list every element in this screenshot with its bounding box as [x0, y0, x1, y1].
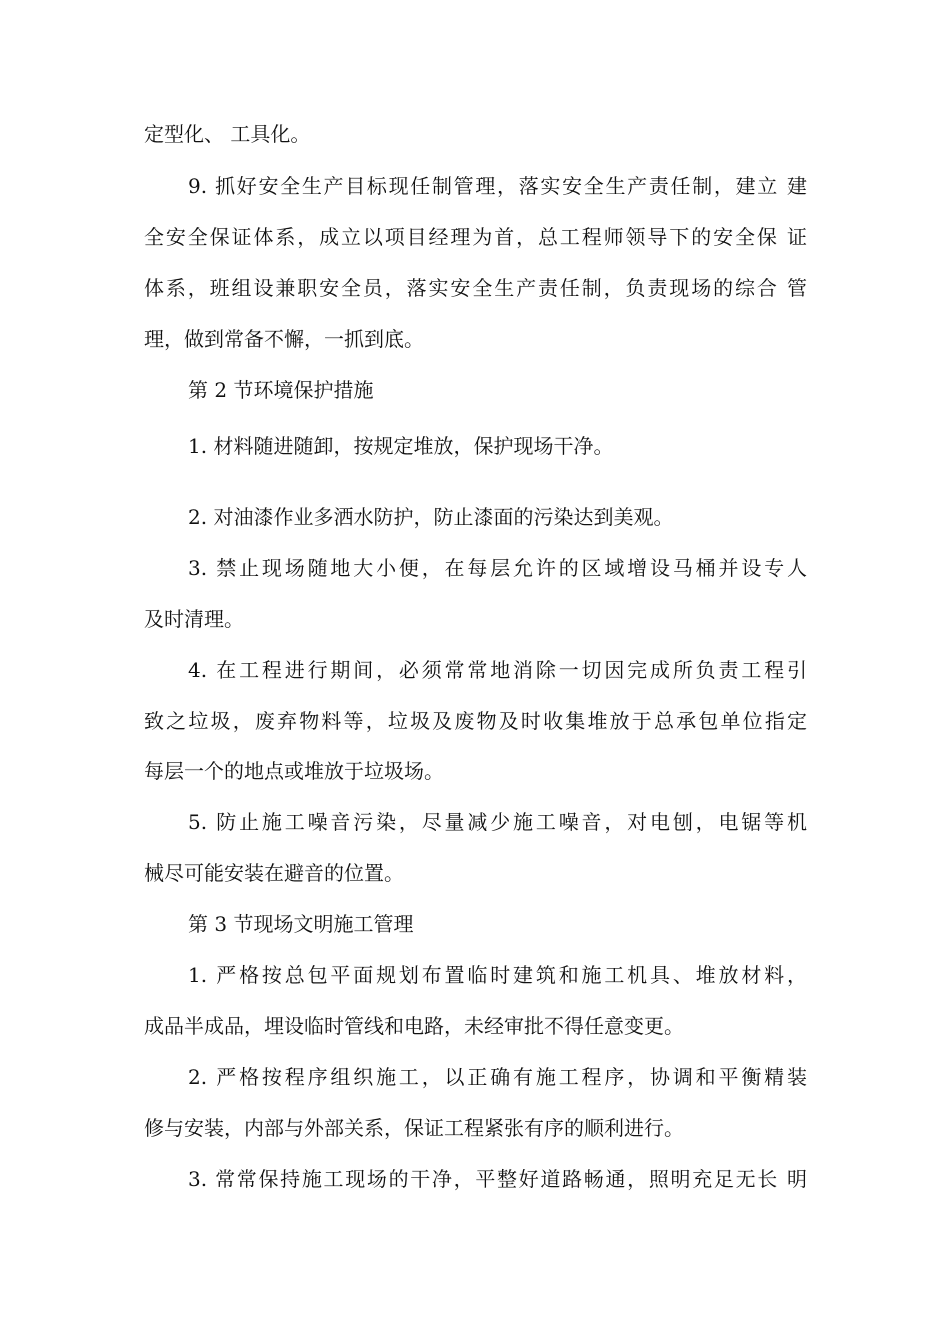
text-line: 定型化、 工具化。	[144, 122, 311, 146]
text-line: 理，做到常备不懈，一抓到底。	[144, 327, 424, 351]
list-item-9: 9. 抓好安全生产目标现任制管理，落实安全生产责任制，建立 建	[188, 174, 807, 198]
section-heading: 第 3 节现场文明施工管理	[188, 912, 414, 936]
text-line: 成品半成品，埋设临时管线和电路，未经审批不得任意变更。	[144, 1014, 684, 1038]
list-item-4: 4. 在工程进行期间，必须常常地消除一切因完成所负责工程引	[188, 658, 807, 682]
list-item-3: 3. 禁止现场随地大小便，在每层允许的区域增设马桶并设专人	[188, 556, 807, 580]
text-line: 每层一个的地点或堆放于垃圾场。	[144, 759, 444, 783]
text-line: 械尽可能安装在避音的位置。	[144, 861, 404, 885]
text-line: 致之垃圾，废弃物料等，垃圾及废物及时收集堆放于总承包单位指定	[144, 709, 807, 733]
list-item-5: 5. 防止施工噪音污染，尽量减少施工噪音，对电刨，电锯等机	[188, 810, 807, 834]
list-item-2: 2. 严格按程序组织施工，以正确有施工程序，协调和平衡精装	[188, 1065, 807, 1089]
list-item-1: 1. 严格按总包平面规划布置临时建筑和施工机具、堆放材料，	[188, 963, 807, 987]
list-item-2: 2. 对油漆作业多洒水防护，防止漆面的污染达到美观。	[188, 505, 674, 529]
text-line: 及时清理。	[144, 607, 244, 631]
text-line: 全安全保证体系，成立以项目经理为首，总工程师领导下的安全保 证	[144, 225, 807, 249]
text-line: 修与安装，内部与外部关系，保证工程紧张有序的顺利进行。	[144, 1116, 684, 1140]
section-heading: 第 2 节环境保护措施	[188, 378, 374, 402]
text-line: 体系，班组设兼职安全员，落实安全生产责任制，负责现场的综合 管	[144, 276, 807, 300]
list-item-1: 1. 材料随进随卸，按规定堆放，保护现场干净。	[188, 434, 614, 458]
list-item-3: 3. 常常保持施工现场的干净，平整好道路畅通，照明充足无长 明	[188, 1167, 807, 1191]
